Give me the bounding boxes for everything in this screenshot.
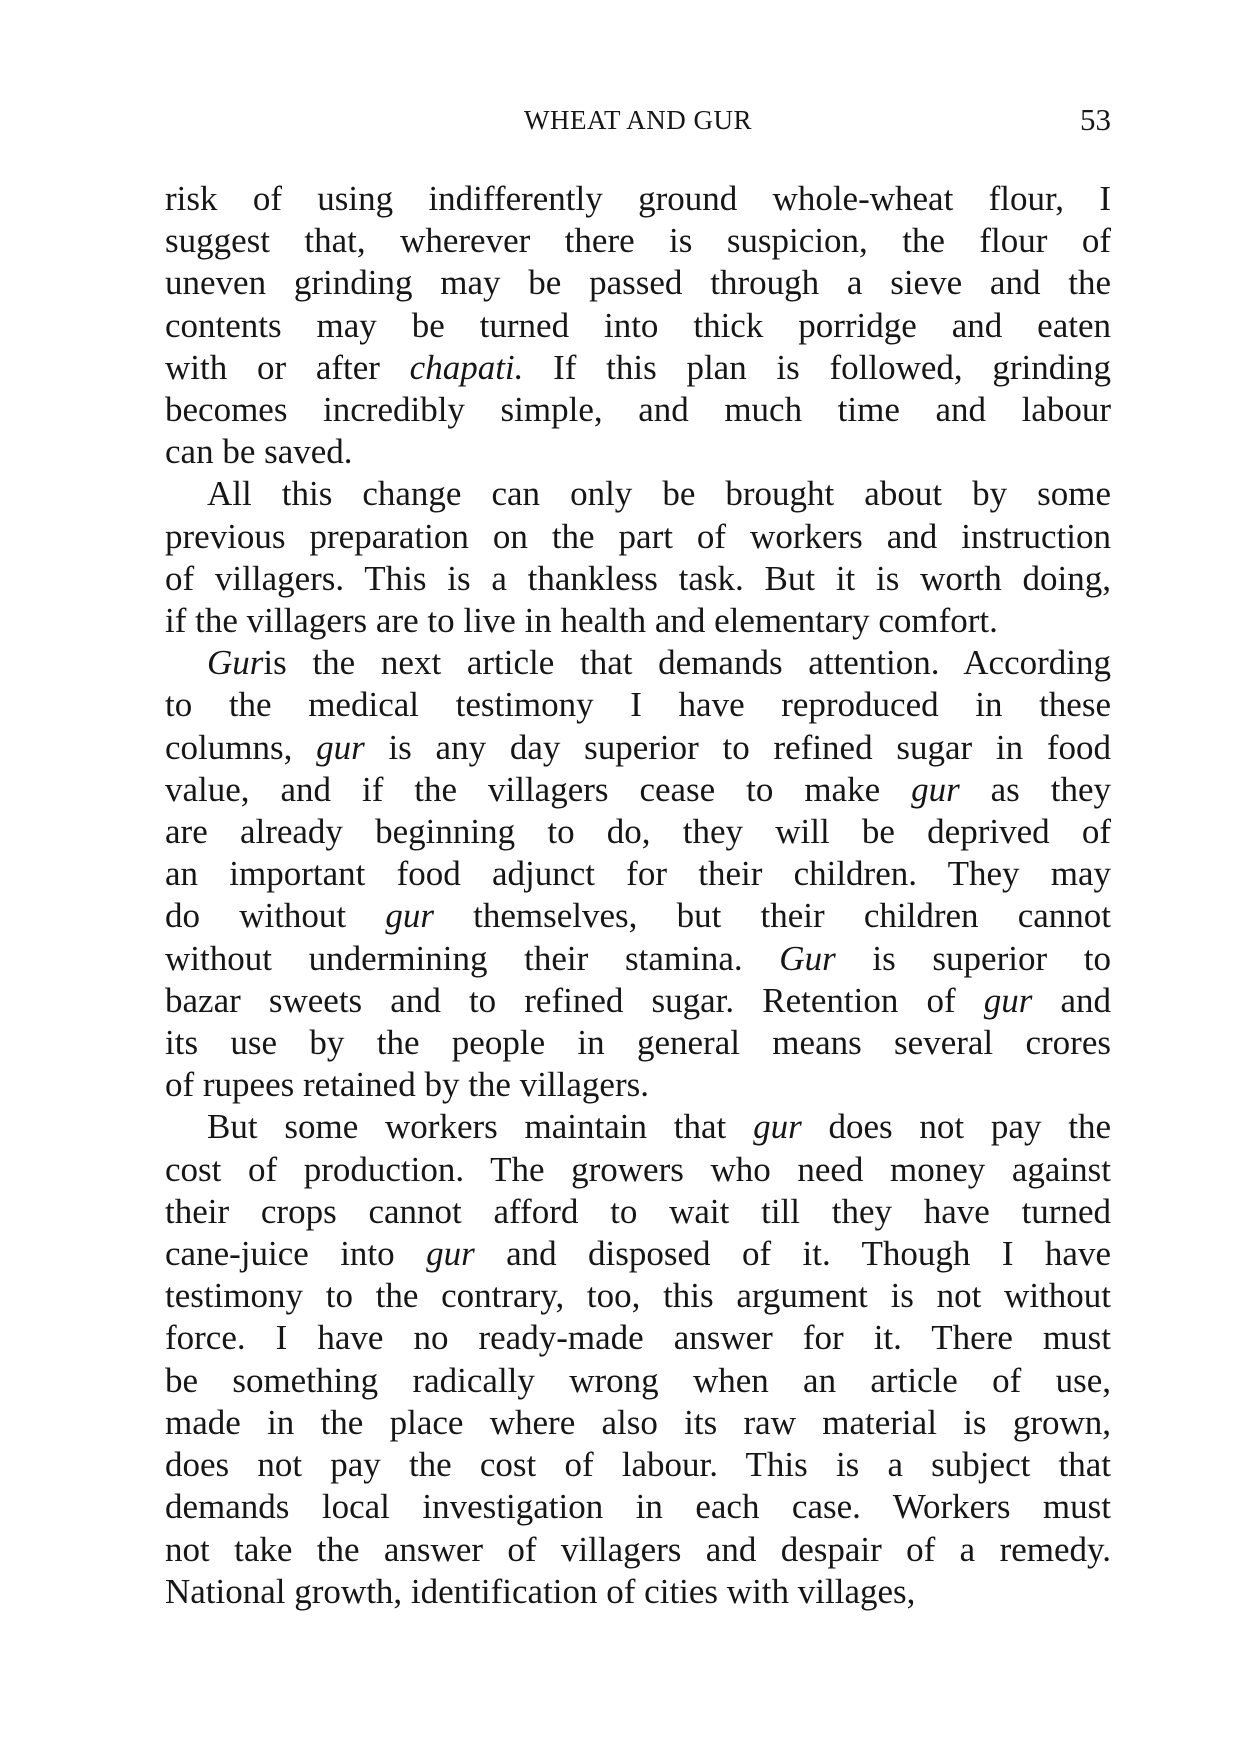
paragraph bbox=[165, 1106, 1111, 1612]
text-run: is any day superior to refined sugar in food bbox=[364, 727, 1111, 767]
text-run: is the next article that demands attention. According bbox=[263, 643, 1111, 683]
text-run: and bbox=[1032, 980, 1111, 1020]
body-text bbox=[165, 178, 1111, 1613]
italic-term: gur bbox=[911, 769, 960, 809]
page-number: 53 bbox=[1080, 102, 1111, 137]
text-line bbox=[165, 389, 1111, 431]
text-run: to the medical testimony I have reproduced in these bbox=[165, 685, 1111, 725]
text-line bbox=[165, 220, 1111, 262]
text-line bbox=[165, 1106, 1111, 1148]
text-line bbox=[165, 684, 1111, 726]
text-run: All this change can only be brought about by some bbox=[207, 474, 1111, 514]
text-line bbox=[165, 347, 1111, 389]
text-run: suggest that, wherever there is suspicion, the flour of bbox=[165, 221, 1111, 261]
italic-term: gur bbox=[753, 1107, 802, 1147]
text-run: are already beginning to do, they will be deprived of bbox=[165, 812, 1111, 852]
text-line bbox=[165, 1191, 1111, 1233]
text-run: do without bbox=[165, 896, 386, 936]
text-line bbox=[165, 1571, 1111, 1613]
text-run: themselves, but their children cannot bbox=[433, 896, 1111, 936]
text-run: But some workers maintain that bbox=[207, 1107, 754, 1147]
text-line bbox=[165, 1022, 1111, 1064]
text-run: and disposed of it. Though I have bbox=[474, 1234, 1111, 1274]
text-run: as they bbox=[959, 769, 1111, 809]
italic-term: gur bbox=[426, 1234, 475, 1274]
text-run: If this plan is followed, grinding bbox=[523, 347, 1111, 387]
text-run: not take the answer of villagers and despair of a remedy. bbox=[165, 1529, 1111, 1569]
text-run: uneven grinding may be passed through a sieve and the bbox=[165, 263, 1111, 303]
text-run: be something radically wrong when an article of use, bbox=[165, 1360, 1111, 1400]
text-run: of rupees retained by the villagers. bbox=[165, 1065, 649, 1105]
text-line bbox=[165, 1275, 1111, 1317]
text-run: without undermining their stamina. bbox=[165, 938, 780, 978]
text-run: of villagers. This is a thankless task. But it is worth doing, bbox=[165, 558, 1111, 598]
text-line bbox=[165, 473, 1111, 515]
text-line bbox=[165, 1149, 1111, 1191]
text-line bbox=[165, 262, 1111, 304]
text-line bbox=[165, 853, 1111, 895]
text-line bbox=[165, 516, 1111, 558]
text-line bbox=[165, 727, 1111, 769]
text-run: columns, bbox=[165, 727, 317, 767]
text-line bbox=[165, 1444, 1111, 1486]
text-run: if the villagers are to live in health and elementary comfort. bbox=[165, 601, 998, 641]
text-run: their crops cannot afford to wait till they have turned bbox=[165, 1191, 1111, 1231]
text-line bbox=[165, 642, 1111, 684]
text-run: contents may be turned into thick porridge and eaten bbox=[165, 305, 1111, 345]
italic-term: gur bbox=[385, 896, 434, 936]
text-line bbox=[165, 769, 1111, 811]
running-header bbox=[165, 98, 1111, 142]
text-line bbox=[165, 558, 1111, 600]
text-line bbox=[165, 980, 1111, 1022]
italic-term: Gur bbox=[207, 643, 264, 683]
chapter-title: WHEAT AND GUR bbox=[524, 105, 752, 135]
text-run: force. I have no ready-made answer for it. There must bbox=[165, 1318, 1111, 1358]
text-run: does not pay the bbox=[801, 1107, 1111, 1147]
text-line bbox=[165, 1064, 1111, 1106]
text-line bbox=[165, 1486, 1111, 1528]
text-run: an important food adjunct for their children. They may bbox=[165, 854, 1111, 894]
text-line bbox=[165, 938, 1111, 980]
text-run: made in the place where also its raw material is grown, bbox=[165, 1402, 1111, 1442]
text-run: National growth, identification of cities with villages, bbox=[165, 1571, 916, 1611]
text-run: testimony to the contrary, too, this argument is not without bbox=[165, 1276, 1111, 1316]
text-run: previous preparation on the part of workers and instruction bbox=[165, 516, 1111, 556]
text-run: does not pay the cost of labour. This is a subject that bbox=[165, 1445, 1111, 1485]
text-run: value, and if the villagers cease to make bbox=[165, 769, 912, 809]
text-line bbox=[165, 600, 1111, 642]
text-line bbox=[165, 895, 1111, 937]
text-run: can be saved. bbox=[165, 432, 353, 472]
paragraph bbox=[165, 178, 1111, 473]
text-run: cane-juice into bbox=[165, 1234, 427, 1274]
text-line bbox=[165, 1360, 1111, 1402]
text-run: is superior to bbox=[835, 938, 1112, 978]
text-line bbox=[165, 811, 1111, 853]
text-run: demands local investigation in each case. Workers must bbox=[165, 1487, 1111, 1527]
italic-term: gur bbox=[316, 727, 365, 767]
text-run: its use by the people in general means several crores bbox=[165, 1023, 1111, 1063]
text-line bbox=[165, 1233, 1111, 1275]
italic-term: gur bbox=[983, 980, 1033, 1020]
text-line bbox=[165, 431, 1111, 473]
text-run: with or after bbox=[165, 347, 410, 387]
text-run: becomes incredibly simple, and much time and labour bbox=[165, 390, 1111, 430]
paragraph bbox=[165, 642, 1111, 1106]
text-run: bazar sweets and to refined sugar. Retention of bbox=[165, 980, 984, 1020]
paragraph bbox=[165, 473, 1111, 642]
text-line bbox=[165, 1529, 1111, 1571]
text-run: risk of using indifferently ground whole-wheat flour, I bbox=[165, 179, 1111, 218]
text-run: cost of production. The growers who need money against bbox=[165, 1149, 1111, 1189]
text-line bbox=[165, 1402, 1111, 1444]
text-line bbox=[165, 305, 1111, 347]
italic-term: Gur bbox=[779, 938, 836, 978]
italic-term: chapati. bbox=[409, 347, 524, 387]
text-line bbox=[165, 178, 1111, 220]
text-line bbox=[165, 1317, 1111, 1359]
